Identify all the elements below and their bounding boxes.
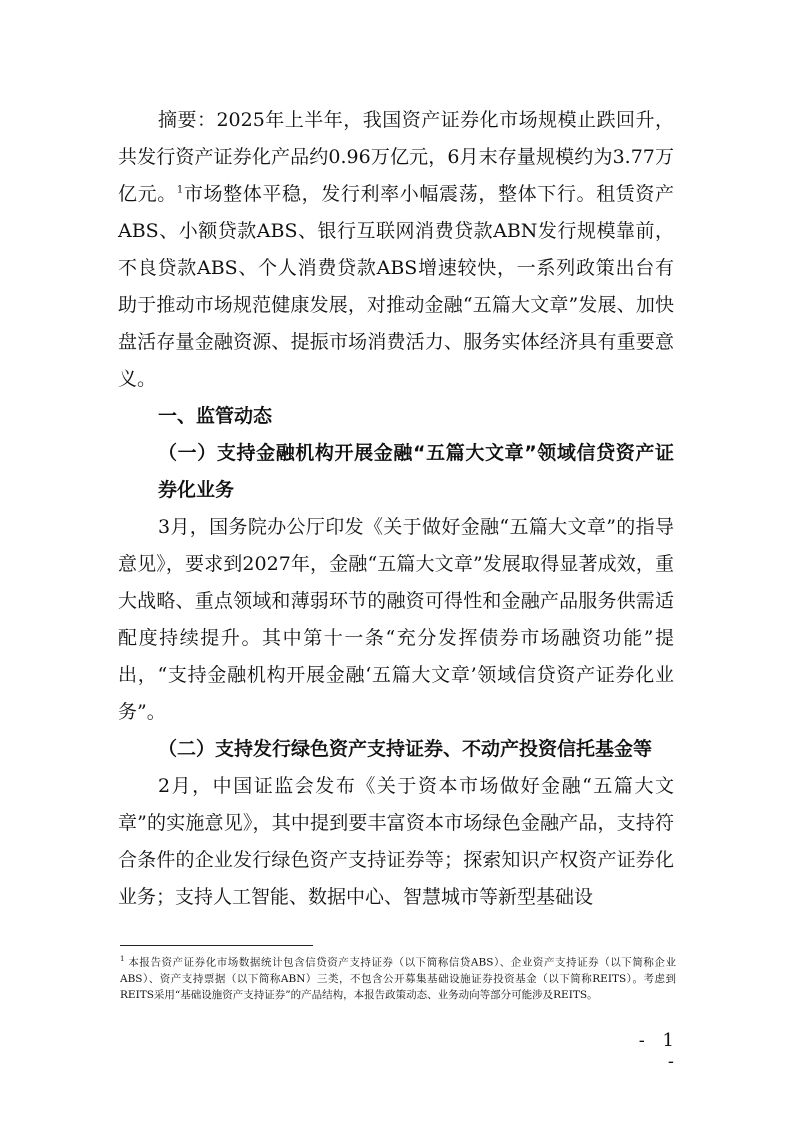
footnote: [120, 951, 676, 1003]
abstract-paragraph: [118, 102, 674, 398]
footnote-marker: 1: [120, 955, 125, 963]
abstract-text-part2: 市场整体平稳，发行利率小幅震荡，整体下行。租赁资产ABS、小额贷款ABS、银行互联网消费贷款ABN发行规模靠前，不良贷款ABS、个人消费贷款ABS增速较快，一系列政策出台有助于推动市场规范健康发展，对推动金融“五篇大文章”发展、加快盘活存量金融资源、提振市场消费活力、服务实体经济具有重要意义。: [118, 183, 674, 390]
subsection-2-paragraph: 2月，中国证监会发布《关于资本市场做好金融“五篇大文章”的实施意见》，其中提到要丰富资本市场绿色金融产品，支持符合条件的企业发行绿色资产支持证券等；探索知识产权资产证券化业务；支持人工智能、数据中心、智慧城市等新型基础设: [118, 775, 674, 908]
section-heading-regulatory: 一、监管动态: [158, 405, 273, 427]
main-body: [118, 102, 674, 916]
footnote-text: 本报告资产证券化市场数据统计包含信贷资产支持证券（以下简称信贷ABS）、企业资产支持证券（以下简称企业ABS）、资产支持票据（以下简称ABN）三类，不包含公开募集基础设施证券投资基金（以下简称REITS）。考虑到REITS采用“基础设施资产支持证券”的产品结构，本报告政策动态、业务动向等部分可能涉及REITS。: [120, 956, 676, 1001]
footnote-reference[interactable]: 1: [176, 184, 184, 196]
abstract-text-part1: 摘要：2025年上半年，我国资产证券化市场规模止跌回升，共发行资产证券化产品约0.96万亿元，6月末存量规模约为3.77万亿元。: [118, 109, 674, 205]
subsection-1-paragraph: 3月，国务院办公厅印发《关于做好金融“五篇大文章”的指导意见》，要求到2027年，金融“五篇大文章”发展取得显著成效，重大战略、重点领域和薄弱环节的融资可得性和金融产品服务供需适配度持续提升。其中第十一条“充分发挥债券市场融资功能”提出，“支持金融机构开展金融‘五篇大文章’领域信贷资产证券化业务”。: [118, 516, 674, 723]
subsection-heading-1: （一）支持金融机构开展金融“五篇大文章”领域信贷资产证券化业务: [158, 442, 674, 501]
page-number: - 1 -: [638, 1030, 680, 1072]
subsection-heading-2: （二）支持发行绿色资产支持证券、不动产投资信托基金等: [158, 738, 653, 760]
footnote-separator: [120, 945, 313, 946]
